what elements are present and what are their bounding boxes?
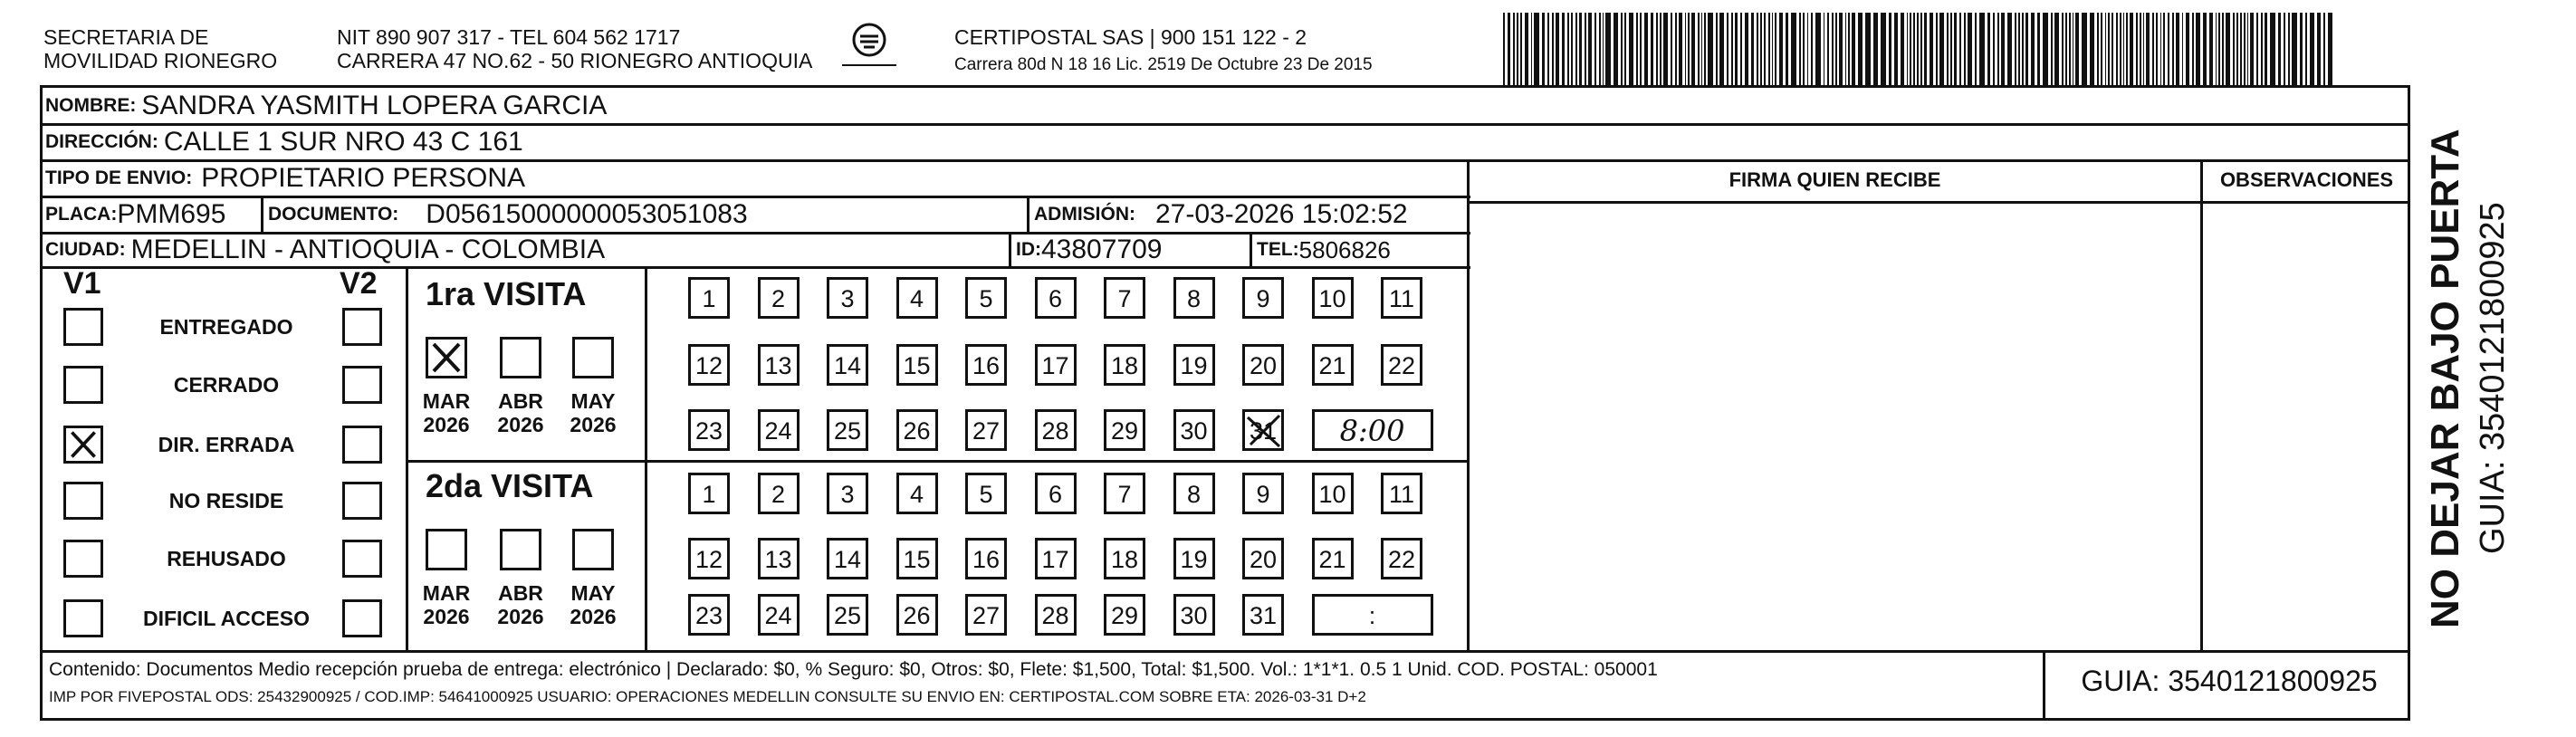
status-label: CERRADO xyxy=(173,373,280,397)
day-box[interactable]: 8 xyxy=(1173,277,1215,319)
v2-checkbox[interactable] xyxy=(342,482,382,520)
ciudad-label: CIUDAD: xyxy=(45,239,126,260)
tipo-envio-label: TIPO DE ENVIO: xyxy=(45,168,193,188)
direccion-label: DIRECCIÓN: xyxy=(45,131,158,152)
documento-label: DOCUMENTO: xyxy=(268,204,399,225)
day-box[interactable]: 22 xyxy=(1381,344,1422,386)
v1-header: V1 xyxy=(63,266,101,301)
firma-header: FIRMA QUIEN RECIBE xyxy=(1729,168,1941,191)
day-box[interactable]: 18 xyxy=(1104,538,1145,579)
day-box[interactable]: 4 xyxy=(896,277,938,319)
observaciones-header: OBSERVACIONES xyxy=(2219,168,2394,191)
admision-label: ADMISIÓN: xyxy=(1034,204,1135,225)
day-box[interactable]: 21 xyxy=(1312,344,1354,386)
company-address: Carrera 80d N 18 16 Lic. 2519 De Octubre 23 De 2015 xyxy=(954,55,1373,74)
admision-field xyxy=(1034,197,1408,232)
day-box[interactable]: 19 xyxy=(1173,538,1215,579)
day-box[interactable]: 13 xyxy=(758,344,800,386)
day-box[interactable]: 3 xyxy=(827,473,868,514)
day-box[interactable]: 10 xyxy=(1312,277,1354,319)
firma-area[interactable] xyxy=(1470,205,2198,648)
day-box[interactable]: 2 xyxy=(758,277,800,319)
first-visit-time[interactable]: 8:00 xyxy=(1312,409,1433,451)
day-box[interactable]: 3 xyxy=(827,277,868,319)
v1-checkbox[interactable] xyxy=(63,426,103,464)
day-box[interactable]: 7 xyxy=(1104,277,1145,319)
day-box[interactable]: 9 xyxy=(1242,277,1284,319)
certipostal-logo xyxy=(840,20,898,72)
id-value: 43807709 xyxy=(1041,234,1163,264)
observaciones-area[interactable] xyxy=(2204,205,2408,648)
footer-contents: Contenido: Documentos Medio recepción prueba de entrega: electrónico | Declarado: $0, % Seguro: $0, Otros: $0, Flete: $1,500, Total: $1,500. Vol.: 1*1*1. 0.5 1 Unid. COD. POSTAL: 050001 xyxy=(49,659,1658,680)
day-box[interactable]: 28 xyxy=(1035,594,1077,636)
day-box[interactable]: 7 xyxy=(1104,473,1145,514)
day-box[interactable]: 9 xyxy=(1242,473,1284,514)
tipo-envio-value: PROPIETARIO PERSONA xyxy=(201,163,526,193)
day-box[interactable]: 27 xyxy=(965,409,1007,451)
sender-name-line2: MOVILIDAD RIONEGRO xyxy=(43,49,278,72)
sender-nit: NIT 890 907 317 - TEL 604 562 1717 xyxy=(337,25,681,49)
day-box[interactable]: 15 xyxy=(896,344,938,386)
nombre-value: SANDRA YASMITH LOPERA GARCIA xyxy=(141,91,608,120)
day-box[interactable]: 12 xyxy=(688,344,730,386)
v2-checkbox[interactable] xyxy=(342,599,382,637)
day-box[interactable]: 14 xyxy=(827,538,868,579)
day-box[interactable]: 16 xyxy=(965,538,1007,579)
day-box[interactable]: 18 xyxy=(1104,344,1145,386)
day-box[interactable]: 27 xyxy=(965,594,1007,636)
day-box[interactable]: 12 xyxy=(688,538,730,579)
month-checkbox[interactable] xyxy=(426,337,467,378)
status-label: REHUSADO xyxy=(167,547,286,570)
day-box[interactable]: 6 xyxy=(1035,277,1077,319)
nombre-row xyxy=(45,89,607,123)
admision-value: 27-03-2026 15:02:52 xyxy=(1155,199,1408,229)
shipment-barcode xyxy=(1503,13,2336,85)
day-box[interactable]: 24 xyxy=(758,409,800,451)
day-box[interactable]: 20 xyxy=(1242,538,1284,579)
month-checkbox[interactable] xyxy=(500,337,541,378)
day-box[interactable]: 28 xyxy=(1035,409,1077,451)
footer-print-info: IMP POR FIVEPOSTAL ODS: 25432900925 / COD.IMP: 54641000925 USUARIO: OPERACIONES MEDELLIN CONSULTE SU ENVIO EN: CERTIPOSTAL.COM SOBRE ETA: 2026-03-31 D+2 xyxy=(49,688,1366,705)
documento-value: D05615000000053051083 xyxy=(426,199,748,229)
day-box[interactable]: 20 xyxy=(1242,344,1284,386)
day-box[interactable]: 31 xyxy=(1242,594,1284,636)
v1-checkbox[interactable] xyxy=(63,540,103,578)
id-field xyxy=(1016,234,1162,266)
v2-checkbox[interactable] xyxy=(342,366,382,404)
day-box[interactable]: 25 xyxy=(827,594,868,636)
day-box[interactable]: 6 xyxy=(1035,473,1077,514)
day-box[interactable]: 10 xyxy=(1312,473,1354,514)
month-checkbox[interactable] xyxy=(426,529,467,570)
company-line: CERTIPOSTAL SAS | 900 151 122 - 2 xyxy=(954,25,1307,49)
day-box[interactable]: 2 xyxy=(758,473,800,514)
day-box[interactable]: 29 xyxy=(1104,409,1145,451)
month-label: MAR 2026 xyxy=(422,581,471,628)
v1-checkbox[interactable] xyxy=(63,482,103,520)
day-box[interactable]: 4 xyxy=(896,473,938,514)
status-label: ENTREGADO xyxy=(159,315,293,339)
day-box[interactable]: 19 xyxy=(1173,344,1215,386)
day-box[interactable]: 31 xyxy=(1242,409,1284,451)
day-box[interactable]: 13 xyxy=(758,538,800,579)
tel-value: 5806826 xyxy=(1298,235,1391,263)
side-guia: GUIA: 3540121800925 xyxy=(2474,202,2512,554)
day-box[interactable]: 5 xyxy=(965,277,1007,319)
v2-header: V2 xyxy=(340,266,378,301)
sender-address: CARRERA 47 NO.62 - 50 RIONEGRO ANTIOQUIA xyxy=(337,49,813,72)
placa-value: PMM695 xyxy=(117,199,226,229)
v1-checkbox[interactable] xyxy=(63,366,103,404)
status-label: DIR. ERRADA xyxy=(158,433,295,456)
direccion-row xyxy=(45,125,523,159)
day-box[interactable]: 8 xyxy=(1173,473,1215,514)
month-label: MAR 2026 xyxy=(422,389,471,436)
month-checkbox[interactable] xyxy=(572,529,614,570)
day-box[interactable]: 14 xyxy=(827,344,868,386)
day-box[interactable]: 26 xyxy=(896,594,938,636)
status-label: NO RESIDE xyxy=(168,489,284,512)
day-box[interactable]: 22 xyxy=(1381,538,1422,579)
tel-field xyxy=(1257,234,1391,266)
v2-checkbox[interactable] xyxy=(342,308,382,346)
nombre-label: NOMBRE: xyxy=(45,95,137,116)
day-box[interactable]: 26 xyxy=(896,409,938,451)
day-box[interactable]: 16 xyxy=(965,344,1007,386)
day-box[interactable]: 17 xyxy=(1035,344,1077,386)
day-box[interactable]: 1 xyxy=(688,473,730,514)
month-label: ABR 2026 xyxy=(497,581,544,628)
day-box[interactable]: 29 xyxy=(1104,594,1145,636)
v1-checkbox[interactable] xyxy=(63,308,103,346)
v1-checkbox[interactable] xyxy=(63,599,103,637)
tel-label: TEL: xyxy=(1257,239,1299,260)
guia-box: GUIA: 3540121800925 xyxy=(2081,665,2378,697)
day-box[interactable]: 11 xyxy=(1381,473,1422,514)
status-label: DIFICIL ACCESO xyxy=(142,607,310,630)
ciudad-field xyxy=(45,234,605,266)
placa-field xyxy=(45,197,225,232)
day-box[interactable]: 17 xyxy=(1035,538,1077,579)
day-box[interactable]: 1 xyxy=(688,277,730,319)
v2-checkbox[interactable] xyxy=(342,426,382,464)
documento-field xyxy=(268,197,748,232)
day-box[interactable]: 30 xyxy=(1173,594,1215,636)
month-checkbox[interactable] xyxy=(500,529,541,570)
tipo-envio-row xyxy=(45,161,525,196)
day-box[interactable]: 23 xyxy=(688,409,730,451)
month-label: ABR 2026 xyxy=(497,389,544,436)
day-box[interactable]: 5 xyxy=(965,473,1007,514)
direccion-value: CALLE 1 SUR NRO 43 C 161 xyxy=(163,127,523,157)
v2-checkbox[interactable] xyxy=(342,540,382,578)
placa-label: PLACA: xyxy=(45,204,118,225)
day-box[interactable]: 25 xyxy=(827,409,868,451)
month-label: MAY 2026 xyxy=(570,581,617,628)
day-box[interactable]: 30 xyxy=(1173,409,1215,451)
month-label: MAY 2026 xyxy=(570,389,617,436)
ciudad-value: MEDELLIN - ANTIOQUIA - COLOMBIA xyxy=(130,234,606,264)
day-box[interactable]: 24 xyxy=(758,594,800,636)
sender-name-line1: SECRETARIA DE xyxy=(43,25,209,49)
first-visit-title: 1ra VISITA xyxy=(426,275,587,312)
id-label: ID: xyxy=(1016,239,1041,260)
day-box[interactable]: 21 xyxy=(1312,538,1354,579)
second-visit-time[interactable]: : xyxy=(1312,594,1433,636)
day-box[interactable]: 15 xyxy=(896,538,938,579)
month-checkbox[interactable] xyxy=(572,337,614,378)
day-box[interactable]: 11 xyxy=(1381,277,1422,319)
day-box[interactable]: 23 xyxy=(688,594,730,636)
no-dejar-bajo-puerta: NO DEJAR BAJO PUERTA xyxy=(2423,129,2467,628)
second-visit-title: 2da VISITA xyxy=(426,467,594,504)
